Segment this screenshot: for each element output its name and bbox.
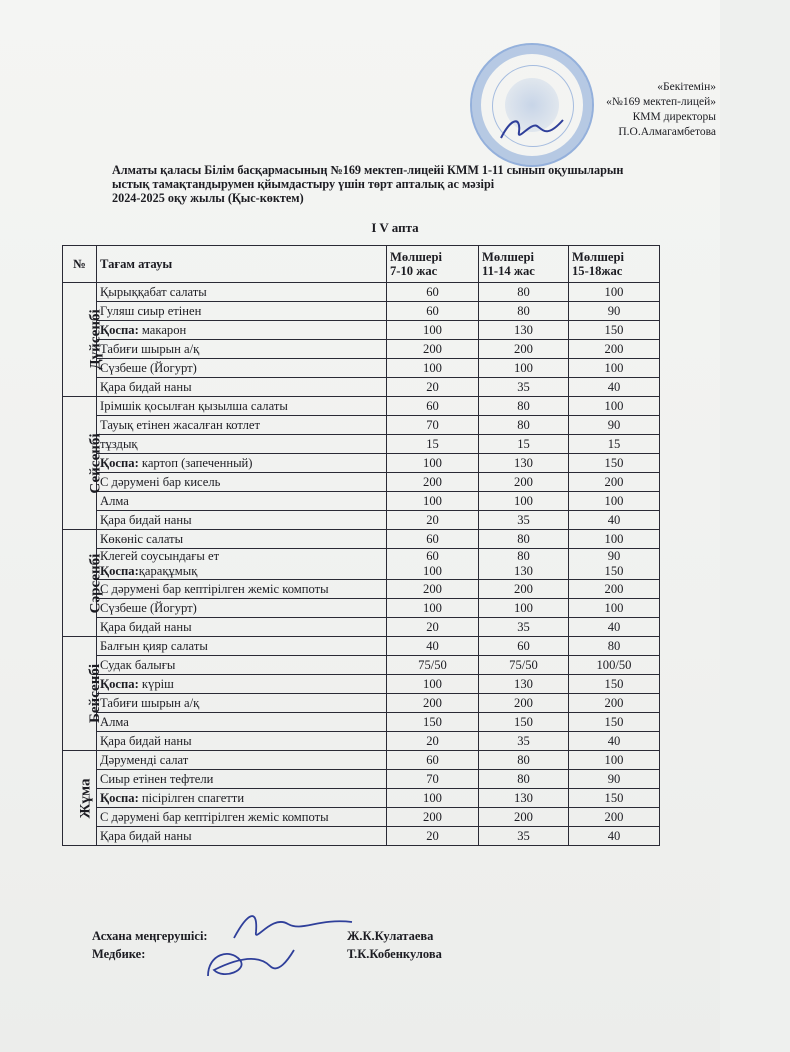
portion-value: 200 <box>387 340 479 359</box>
approval-line: «№169 мектеп-лицей» <box>606 96 716 108</box>
title-line: ыстық тамақтандырумен қйымдастыру үшін төрт апталық ас мәзірі <box>112 177 495 191</box>
portion-value: 150 <box>479 713 569 732</box>
portion-value: 100 <box>569 530 660 549</box>
dish-name: Қара бидай наны <box>100 512 192 527</box>
portion-value: 100 <box>479 492 569 511</box>
nurse-signature <box>200 940 300 984</box>
table-row <box>63 321 660 340</box>
portion-value: 200 <box>479 473 569 492</box>
dish-name: Алма <box>100 493 129 508</box>
table-row <box>63 511 660 530</box>
dish-name-cell <box>97 694 387 713</box>
portion-value: 90 150 <box>569 549 660 580</box>
approval-line: «Бекітемін» <box>657 81 716 93</box>
table-row <box>63 751 660 770</box>
dish-prefix: Қоспа: <box>100 564 139 578</box>
dish-name-cell <box>97 511 387 530</box>
table-row <box>63 808 660 827</box>
chef-name: Ж.К.Кулатаева <box>347 929 434 943</box>
portion-value: 20 <box>387 732 479 751</box>
day-cell <box>63 751 97 846</box>
dish-name-cell <box>97 675 387 694</box>
portion-value: 150 <box>569 713 660 732</box>
portion-value: 15 <box>569 435 660 454</box>
portion-value: 20 <box>387 511 479 530</box>
dish-name-cell <box>97 340 387 359</box>
dish-name: Көкөніс салаты <box>100 531 184 546</box>
week-label: I V апта <box>371 220 419 235</box>
dish-name-cell <box>97 473 387 492</box>
table-row <box>63 599 660 618</box>
portion-value: 80 130 <box>479 549 569 580</box>
dish-name-cell <box>97 416 387 435</box>
table-row <box>63 732 660 751</box>
day-label: Жұма <box>77 778 94 818</box>
dish-name-cell <box>97 732 387 751</box>
portion-value: 130 <box>479 321 569 340</box>
header-name: Тағам атауы <box>97 246 387 283</box>
portion-value: 200 <box>479 580 569 599</box>
day-cell <box>63 637 104 751</box>
menu-table-body <box>63 283 660 846</box>
portion-value: 100 <box>387 675 479 694</box>
dish-name: Тауық етінен жасалған котлет <box>100 417 261 432</box>
dish-name-cell <box>97 580 387 599</box>
portion-value: 80 <box>569 637 660 656</box>
table-row <box>63 302 660 321</box>
table-row <box>63 435 660 454</box>
table-row <box>63 618 660 637</box>
table-header-row <box>63 246 660 283</box>
table-row <box>63 675 660 694</box>
table-row <box>63 637 660 656</box>
portion-value: 100 <box>387 359 479 378</box>
table-row <box>63 827 660 846</box>
portion-value: 40 <box>387 637 479 656</box>
dish-name: Қырыққабат салаты <box>100 284 207 299</box>
portion-value: 60 100 <box>387 549 479 580</box>
table-row <box>63 580 660 599</box>
dish-name-cell <box>97 359 387 378</box>
table-row <box>63 770 660 789</box>
table-row <box>63 359 660 378</box>
dish-name-cell <box>97 492 387 511</box>
portion-value: 60 <box>387 397 479 416</box>
dish-name: Қара бидай наны <box>100 733 192 748</box>
dish-name-cell <box>97 656 387 675</box>
portion-value: 200 <box>387 580 479 599</box>
dish-prefix: Қоспа: <box>100 790 139 805</box>
day-label: Сейсенбі <box>87 432 104 494</box>
dish-name: Сүзбеше (Йогурт) <box>100 600 197 615</box>
dish-name: пісірілген спагетти <box>138 790 245 805</box>
dish-name: тұздық <box>100 436 138 451</box>
dish-name: Табиғи шырын а/қ <box>100 341 200 356</box>
dish-prefix: Қоспа: <box>100 322 139 337</box>
approval-line: КММ директоры <box>632 111 716 123</box>
approval-line: П.О.Алмагамбетова <box>618 126 716 138</box>
portion-value: 100/50 <box>569 656 660 675</box>
portion-value: 200 <box>569 340 660 359</box>
portion-value: 100 <box>569 751 660 770</box>
portion-value: 90 <box>569 302 660 321</box>
dish-name: Сиыр етінен тефтели <box>100 771 214 786</box>
table-row <box>63 416 660 435</box>
portion-value: 60 <box>387 530 479 549</box>
portion-value: 90 <box>569 770 660 789</box>
portion-value: 130 <box>479 675 569 694</box>
portion-value: 80 <box>479 770 569 789</box>
title-line: Алматы қаласы Білім басқармасының №169 мектеп-лицейі КММ 1-11 сынып оқушыларын <box>112 163 624 177</box>
table-row <box>63 713 660 732</box>
portion-value: 150 <box>569 454 660 473</box>
approval-block <box>556 80 716 140</box>
day-cell <box>63 530 104 637</box>
table-row <box>63 789 660 808</box>
dish-prefix: Қоспа: <box>100 455 139 470</box>
title-line: 2024-2025 оқу жылы (Қыс-көктем) <box>112 191 304 205</box>
portion-value: 100 <box>387 599 479 618</box>
portion-value: 100 <box>569 359 660 378</box>
portion-value: 200 <box>569 580 660 599</box>
portion-value: 200 <box>479 694 569 713</box>
table-row <box>63 549 660 580</box>
portion-value: 200 <box>569 473 660 492</box>
portion-value: 80 <box>479 283 569 302</box>
portion-value: 75/50 <box>479 656 569 675</box>
day-label: Бейсенбі <box>87 663 104 724</box>
portion-value: 80 <box>479 397 569 416</box>
header-age-11-14: Мөлшері 11-14 жас <box>479 246 569 283</box>
dish-name-cell <box>97 530 387 549</box>
dish-name: Табиғи шырын а/қ <box>100 695 200 710</box>
portion-value: 100 <box>387 454 479 473</box>
table-row <box>63 283 660 302</box>
portion-value: 150 <box>569 789 660 808</box>
portion-value: 100 <box>569 283 660 302</box>
portion-value: 100 <box>479 599 569 618</box>
header-age-7-10: Мөлшері 7-10 жас <box>387 246 479 283</box>
dish-name-cell <box>97 618 387 637</box>
dish-name-cell <box>97 397 387 416</box>
dish-name: Гуляш сиыр етінен <box>100 303 202 318</box>
dish-name-cell <box>97 321 387 340</box>
nurse-name: Т.К.Кобенкулова <box>347 947 442 961</box>
portion-value: 60 <box>387 302 479 321</box>
dish-name: Клегей соусындағы ет <box>100 549 220 563</box>
portion-value: 80 <box>479 416 569 435</box>
dish-name-cell <box>97 827 387 846</box>
dish-prefix: Қоспа: <box>100 676 139 691</box>
portion-value: 200 <box>387 473 479 492</box>
day-cell <box>63 397 104 530</box>
dish-name-cell <box>97 454 387 473</box>
portion-value: 100 <box>569 492 660 511</box>
dish-name: Балғын қияр салаты <box>100 638 208 653</box>
portion-value: 150 <box>569 675 660 694</box>
portion-value: 90 <box>569 416 660 435</box>
day-cell <box>63 283 104 397</box>
dish-name-cell <box>97 302 387 321</box>
dish-name-cell <box>97 435 387 454</box>
dish-name-cell <box>97 283 387 302</box>
dish-name-cell <box>97 549 387 580</box>
dish-name: картоп (запеченный) <box>138 455 253 470</box>
table-row <box>63 694 660 713</box>
portion-value: 60 <box>387 283 479 302</box>
portion-value: 200 <box>569 694 660 713</box>
table-row <box>63 530 660 549</box>
portion-value: 200 <box>387 694 479 713</box>
document-title <box>112 163 672 205</box>
dish-name-cell <box>97 713 387 732</box>
table-row <box>63 454 660 473</box>
portion-value: 35 <box>479 378 569 397</box>
portion-value: 60 <box>387 751 479 770</box>
portion-value: 40 <box>569 732 660 751</box>
dish-name-cell <box>97 378 387 397</box>
header-age-15-18: Мөлшері 15-18жас <box>569 246 660 283</box>
portion-value: 20 <box>387 378 479 397</box>
dish-name: макарон <box>138 322 187 337</box>
portion-value: 150 <box>387 713 479 732</box>
portion-value: 15 <box>479 435 569 454</box>
portion-value: 200 <box>387 808 479 827</box>
dish-name: Судак балығы <box>100 657 176 672</box>
portion-value: 40 <box>569 378 660 397</box>
portion-value: 70 <box>387 770 479 789</box>
portion-value: 200 <box>479 808 569 827</box>
portion-value: 80 <box>479 751 569 770</box>
table-row <box>63 378 660 397</box>
header-num: № <box>63 246 97 283</box>
portion-value: 100 <box>569 599 660 618</box>
portion-value: 40 <box>569 618 660 637</box>
portion-value: 200 <box>479 340 569 359</box>
dish-name: С дәрумені бар кептірілген жеміс компоты <box>100 809 329 824</box>
dish-name: С дәрумені бар кисель <box>100 474 221 489</box>
dish-name: күріш <box>138 676 174 691</box>
table-row <box>63 473 660 492</box>
portion-value: 35 <box>479 511 569 530</box>
portion-value: 100 <box>387 321 479 340</box>
portion-value: 150 <box>569 321 660 340</box>
portion-value: 40 <box>569 827 660 846</box>
dish-name-cell <box>97 789 387 808</box>
portion-value: 130 <box>479 789 569 808</box>
portion-value: 15 <box>387 435 479 454</box>
dish-name-cell <box>97 770 387 789</box>
portion-value: 20 <box>387 827 479 846</box>
portion-value: 60 <box>479 637 569 656</box>
table-row <box>63 397 660 416</box>
dish-name-cell <box>97 808 387 827</box>
portion-value: 100 <box>569 397 660 416</box>
portion-value: 70 <box>387 416 479 435</box>
dish-name: Дәруменді салат <box>100 752 189 767</box>
nurse-label: Медбике: <box>92 947 146 961</box>
dish-name-cell <box>97 751 387 770</box>
portion-value: 80 <box>479 530 569 549</box>
portion-value: 100 <box>387 492 479 511</box>
table-row <box>63 656 660 675</box>
dish-name: Қара бидай наны <box>100 828 192 843</box>
table-row <box>63 492 660 511</box>
portion-value: 100 <box>387 789 479 808</box>
portion-value: 40 <box>569 511 660 530</box>
day-label: Сәрсенбі <box>87 553 104 613</box>
dish-name-cell <box>97 637 387 656</box>
portion-value: 100 <box>479 359 569 378</box>
dish-name: Алма <box>100 714 129 729</box>
portion-value: 200 <box>569 808 660 827</box>
chef-label: Асхана меңгерушісі: <box>92 929 208 943</box>
table-row <box>63 340 660 359</box>
dish-name-cell <box>97 599 387 618</box>
dish-name: қарақұмық <box>138 564 198 578</box>
portion-value: 130 <box>479 454 569 473</box>
dish-name: Ірімшік қосылған қызылша салаты <box>100 398 288 413</box>
dish-name: Қара бидай наны <box>100 619 192 634</box>
day-label: Дүйсенбі <box>87 309 104 370</box>
dish-name: Қара бидай наны <box>100 379 192 394</box>
menu-table <box>62 245 660 846</box>
dish-name: Сүзбеше (Йогурт) <box>100 360 197 375</box>
portion-value: 75/50 <box>387 656 479 675</box>
portion-value: 80 <box>479 302 569 321</box>
portion-value: 35 <box>479 732 569 751</box>
portion-value: 35 <box>479 618 569 637</box>
portion-value: 35 <box>479 827 569 846</box>
dish-name: С дәрумені бар кептірілген жеміс компоты <box>100 581 329 596</box>
portion-value: 20 <box>387 618 479 637</box>
